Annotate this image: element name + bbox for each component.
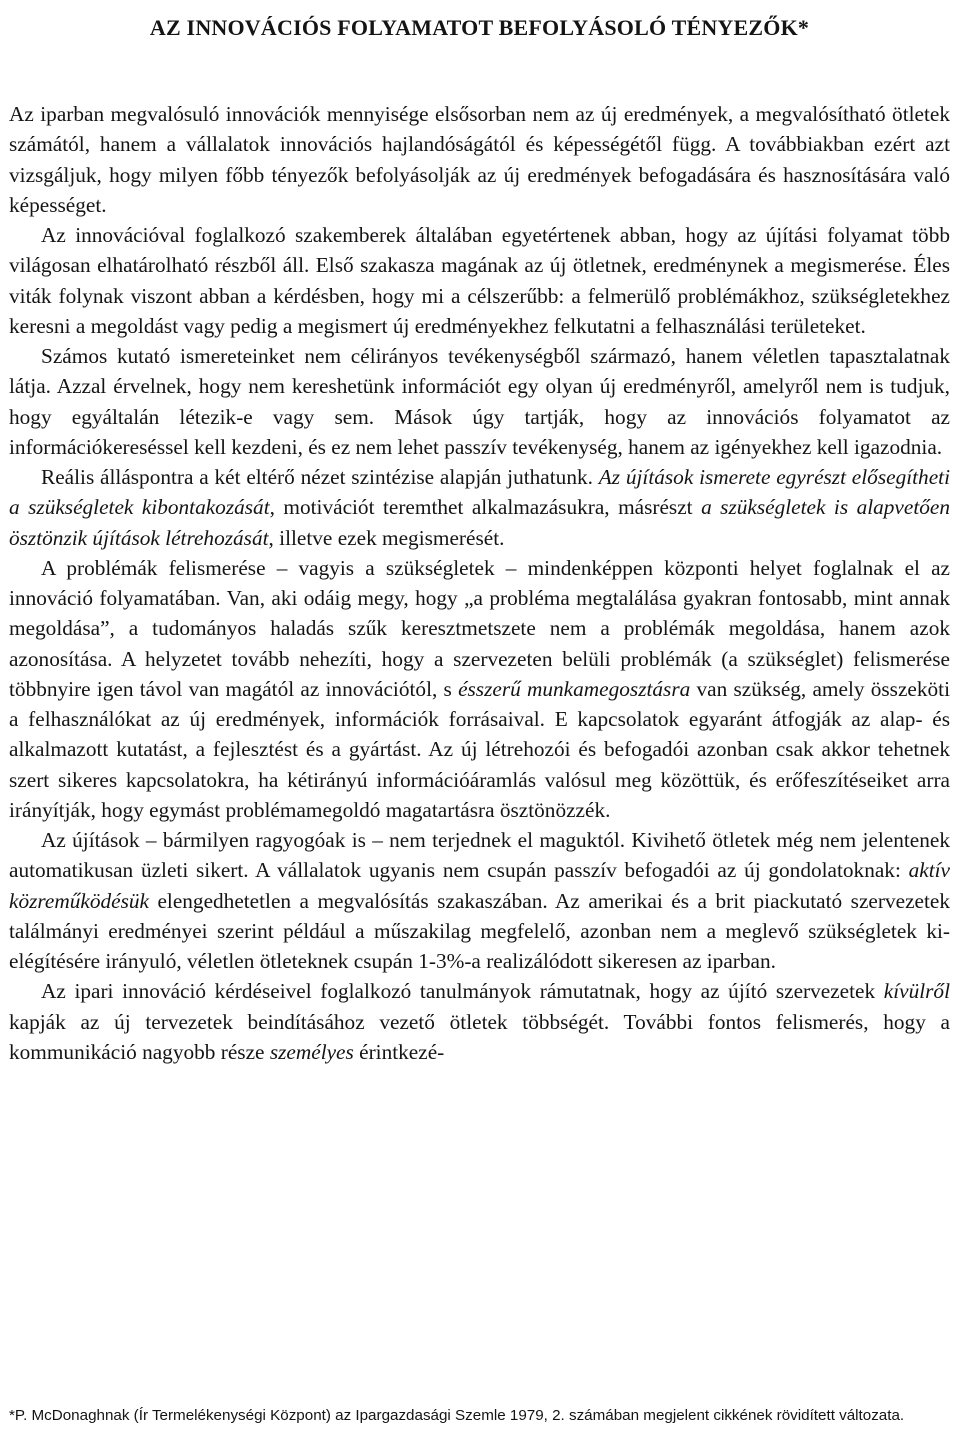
emphasized-text: Az újítások ismerete egyrészt elősegítheti a szükségletek kibontakozását	[9, 465, 950, 520]
text-segment: Az újítások – bármilyen ragyogóak is – nem terjednek el maguktól. Kivihető ötletek még nem jelentenek automatikusan üzleti sikert. A vállalatok ugyanis nem csupán passzív befogadói az új gondolatoknak:	[9, 828, 950, 883]
emphasized-text: ésszerű munkamegosztásra	[458, 676, 691, 701]
footnote: *P. McDonaghnak (Ír Termelékenységi Központ) az Ipargazdasági Szemle 1979, 2. számában megjelent cikkének rövidített változata.	[9, 1407, 905, 1424]
page-title: AZ INNOVÁCIÓS FOLYAMATOT BEFOLYÁSOLÓ TÉNYEZŐK*	[149, 15, 810, 40]
emphasized-text: kívülről	[883, 979, 950, 1004]
text-segment: , illetve ezek megismerését.	[268, 525, 505, 550]
text-segment: Reális álláspontra a két eltérő nézet szintézise alapján juthatunk.	[41, 465, 599, 489]
text-segment: érintkezé-	[353, 1039, 445, 1064]
paragraph	[9, 825, 950, 976]
paragraph	[9, 553, 950, 825]
text-segment: Az ipari innováció kérdéseivel foglalkozó tanulmányok rámutatnak, hogy az újító szervezetek	[41, 979, 884, 1004]
text-segment: A problémák felismerése – vagyis a szükségletek – mindenképpen központi helyet foglalnak el az innováció folyamatában. Van, aki odáig megy, hogy „a probléma megtalálása gyakran fontosabb, mint annak megoldása”, a tudományos haladás szűk keresztmetszete nem a problémák megoldása, hanem azok azonosítása. A helyzetet tovább nehezíti, hogy a szervezeten belüli problémák (a szükséglet) felismerése többnyire igen távol van magától az innovációtól, s	[9, 555, 950, 701]
emphasized-text: aktív közreműködésük	[9, 858, 950, 913]
text-segment: , motivációt teremthet alkalmazásukra, másrészt	[269, 495, 702, 520]
paragraph	[9, 341, 950, 462]
text-segment: Az iparban megvalósuló innovációk mennyisége elsősorban nem az új eredmények, a megvalósítható ötletek számától, hanem a vállalatok innovációs hajlandóságától és képességétől függ. A továbbiakban ezért azt vizsgáljuk, hogy milyen főbb tényezők befolyásolják az új eredmények befogadására és hasznosítására való képességet.	[9, 102, 950, 217]
article-body	[9, 99, 950, 1067]
paragraph	[9, 976, 950, 1067]
text-segment: Az innovációval foglalkozó szakemberek általában egyetértenek abban, hogy az újítási folyamat több világosan elhatárolható részből áll. Első szakasza magának az új ötletnek, eredménynek a megismerése. Éles viták folynak viszont abban a kérdésben, hogy mi a célszerűbb: a felmerülő problémákhoz, szükségletekhez keresni a megoldást vagy pedig a megismert új eredményekhez felkutatni a felhasználási területeket.	[9, 223, 950, 338]
text-segment: kapják az új tervezetek beindításához vezető ötletek többségét. További fontos felismerés, hogy a kommunikáció nagyobb része	[9, 1009, 950, 1064]
text-segment: van szükség, amely összeköti a felhasználókat az új eredmények, információk forrásaival. E kapcsolatok egyaránt átfogják az alap- és alkalmazott kutatást, a fejlesztést és a gyártást. Az új létrehozói és befogadói azonban csak akkor tehetnek szert sikeres kapcsolatokra, ha kétirányú információáramlás valósul meg közöttük, és erőfeszítéseiket arra irányítják, hogy egymást problémamegoldó magatartásra ösztönözzék.	[9, 676, 951, 822]
text-segment: Számos kutató ismereteinket nem célirányos tevékenységből származó, hanem véletlen tapasztalatnak látja. Azzal érvelnek, hogy nem kereshetünk információt egy olyan új eredményről, amelyről nem is tudjuk, hogy egyáltalán létezik-e vagy sem. Mások úgy tartják, hogy az innovációs folyamatot az információkereséssel kell kezdeni, és ez nem lehet passzív tevékenység, hanem az igényekhez kell igazodnia.	[9, 344, 950, 459]
paragraph	[9, 99, 950, 220]
emphasized-text: a szükségletek is alapvetően ösztönzik újítások létrehozását	[9, 495, 951, 550]
emphasized-text: személyes	[269, 1039, 354, 1064]
text-segment: elengedhetetlen a megvalósítás szakaszában. Az amerikai és a brit piackutató szervezetek találmányi eredményei szerint például a műszakilag megfelelő, azonban nem a meglevő szükségletek kielégítésére irányuló, véletlen ötleteknek csupán 1-3%-a realizálódott sikeresen az iparban.	[9, 888, 950, 973]
paragraph	[9, 462, 950, 553]
paragraph	[9, 220, 950, 341]
